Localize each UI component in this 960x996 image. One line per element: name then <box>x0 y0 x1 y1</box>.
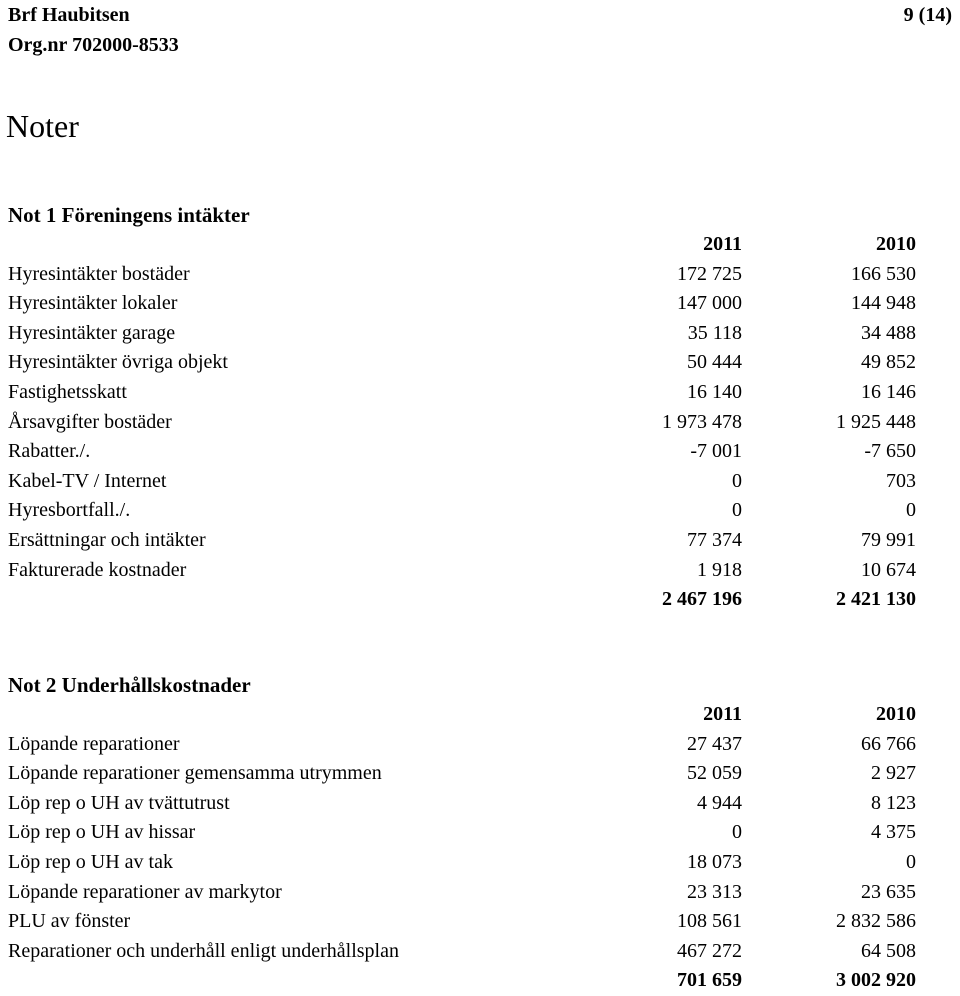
row-value-2010: 49 852 <box>861 351 916 374</box>
year-2011: 2011 <box>703 703 742 725</box>
row-value-2011: 77 374 <box>687 528 742 551</box>
row-value-2010: 8 123 <box>871 791 916 814</box>
org-name: Brf Haubitsen <box>8 4 130 26</box>
total-2011: 2 467 196 <box>662 588 742 611</box>
page-number: 9 (14) <box>903 4 952 26</box>
row-value-2010: 166 530 <box>851 262 916 285</box>
row-value-2011: 52 059 <box>687 762 742 785</box>
row-label: Reparationer och underhåll enligt underhållsplan <box>8 939 399 962</box>
table-row <box>8 496 954 526</box>
note-2-total-row <box>8 966 954 996</box>
row-label: Löpande reparationer av markytor <box>8 880 282 903</box>
table-row <box>8 907 954 937</box>
row-label: Hyresintäkter bostäder <box>8 262 190 285</box>
note-1-rows <box>8 260 954 586</box>
row-value-2011: 147 000 <box>677 292 742 315</box>
row-value-2011: 18 073 <box>687 850 742 873</box>
table-row <box>8 556 954 586</box>
row-value-2011: 0 <box>732 499 742 522</box>
year-2010: 2010 <box>876 233 916 255</box>
year-2010: 2010 <box>876 703 916 725</box>
row-value-2011: 4 944 <box>697 791 742 814</box>
note-1-title: Not 1 Föreningens intäkter <box>8 203 250 227</box>
row-label: PLU av fönster <box>8 910 131 933</box>
row-label: Ersättningar och intäkter <box>8 528 206 551</box>
note-1-total-row <box>8 585 954 615</box>
row-value-2010: 16 146 <box>861 380 916 403</box>
row-value-2010: -7 650 <box>864 440 916 463</box>
row-value-2010: 10 674 <box>861 558 916 581</box>
row-value-2010: 4 375 <box>871 821 916 844</box>
note-2-section <box>8 670 954 996</box>
row-label: Löpande reparationer gemensamma utrymmen <box>8 762 382 785</box>
table-row <box>8 319 954 349</box>
note-1-year-header <box>8 230 954 260</box>
note-2-title: Not 2 Underhållskostnader <box>8 673 251 697</box>
row-label: Löp rep o UH av hissar <box>8 821 196 844</box>
table-row <box>8 408 954 438</box>
row-label: Hyresbortfall./. <box>8 499 131 522</box>
total-2011: 701 659 <box>677 969 742 992</box>
row-value-2011: 27 437 <box>687 732 742 755</box>
note-1-section <box>8 200 954 615</box>
page-header <box>8 0 952 60</box>
row-value-2010: 144 948 <box>851 292 916 315</box>
row-value-2011: 1 973 478 <box>662 410 742 433</box>
row-label: Årsavgifter bostäder <box>8 410 172 433</box>
row-label: Hyresintäkter garage <box>8 321 176 344</box>
row-label: Löp rep o UH av tak <box>8 850 173 873</box>
total-2010: 2 421 130 <box>836 588 916 611</box>
row-value-2011: 16 140 <box>687 380 742 403</box>
total-2010: 3 002 920 <box>836 969 916 992</box>
table-row <box>8 937 954 967</box>
table-row <box>8 789 954 819</box>
row-value-2010: 23 635 <box>861 880 916 903</box>
row-value-2011: 23 313 <box>687 880 742 903</box>
row-label: Hyresintäkter lokaler <box>8 292 178 315</box>
row-value-2010: 1 925 448 <box>836 410 916 433</box>
table-row <box>8 348 954 378</box>
table-row <box>8 878 954 908</box>
page-title: Noter <box>6 108 79 144</box>
row-label: Hyresintäkter övriga objekt <box>8 351 228 374</box>
row-value-2011: 50 444 <box>687 351 742 374</box>
row-value-2011: 0 <box>732 821 742 844</box>
table-row <box>8 818 954 848</box>
note-2-year-header <box>8 700 954 730</box>
row-label: Rabatter./. <box>8 440 91 463</box>
table-row <box>8 260 954 290</box>
note-2-rows <box>8 730 954 967</box>
row-value-2011: 108 561 <box>677 910 742 933</box>
row-value-2010: 66 766 <box>861 732 916 755</box>
row-label: Kabel-TV / Internet <box>8 469 167 492</box>
row-value-2010: 64 508 <box>861 939 916 962</box>
row-value-2010: 0 <box>906 499 916 522</box>
table-row <box>8 526 954 556</box>
row-label: Löpande reparationer <box>8 732 180 755</box>
table-row <box>8 437 954 467</box>
row-label: Fakturerade kostnader <box>8 558 187 581</box>
table-row <box>8 378 954 408</box>
row-value-2011: 0 <box>732 469 742 492</box>
row-value-2010: 2 832 586 <box>836 910 916 933</box>
table-row <box>8 467 954 497</box>
row-value-2011: 35 118 <box>687 321 742 344</box>
row-value-2010: 34 488 <box>861 321 916 344</box>
table-row <box>8 289 954 319</box>
row-label: Löp rep o UH av tvättutrust <box>8 791 230 814</box>
row-value-2011: 467 272 <box>677 939 742 962</box>
row-value-2010: 79 991 <box>861 528 916 551</box>
org-number: Org.nr 702000-8533 <box>8 34 179 56</box>
row-value-2011: 172 725 <box>677 262 742 285</box>
row-value-2011: 1 918 <box>697 558 742 581</box>
table-row <box>8 730 954 760</box>
table-row <box>8 848 954 878</box>
row-value-2011: -7 001 <box>690 440 742 463</box>
row-value-2010: 703 <box>886 469 916 492</box>
table-row <box>8 759 954 789</box>
row-value-2010: 0 <box>906 850 916 873</box>
year-2011: 2011 <box>703 233 742 255</box>
row-label: Fastighetsskatt <box>8 380 127 403</box>
row-value-2010: 2 927 <box>871 762 916 785</box>
